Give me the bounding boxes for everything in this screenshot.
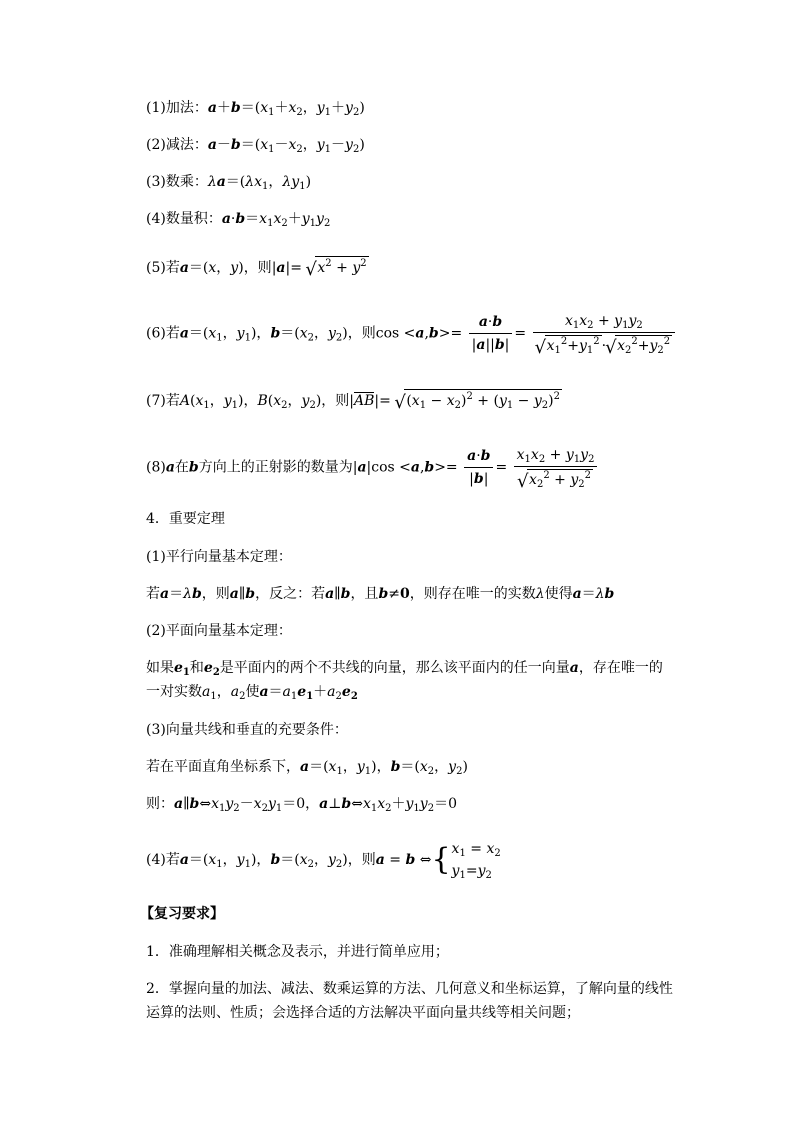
review-title: 【复习要求】 [140,906,224,922]
formula-cosine: (6)若$a=(x_1$，$y_1$)，$b=(x_2$，$y_2$)，则cos <a,b>= $\frac{a\cdot b}{|a||b|}$ = $x_1x_2 + y_1y_2$ √ $x_1^2+y_1^2$ ·√ $x_2^2+y_2^2$ [146,312,677,355]
formula-label: (8) [146,459,166,476]
theorem-body: 一对实数$a_1$，$a_2$使$a=a_1e_1+a_2e_2$ [146,684,358,702]
theorem-equality: (4)若$a=(x_1$，$y_1$)，$b=(x_2$，$y_2$)，则a = b ⇔{ $x_1 = x_2$ $y_1=y_2$ [146,841,501,881]
formula-scalar-multiply: (3)数乘：$\lambda a=(\lambda x_1$，$\lambda y_1$) [146,174,312,192]
formula-label: (5)若 [146,260,180,276]
formula-label: (6)若 [146,325,180,342]
review-item-2-line-2: 运算的法则、性质；会选择合适的方法解决平面向量共线等相关问题； [146,1005,580,1021]
review-item-2-line-1: 2．掌握向量的加法、减法、数乘运算的方法、几何意义和坐标运算，了解向量的线性 [146,981,673,997]
formula-label: (7)若 [146,393,180,409]
formula-subtraction: (2)减法：$a-b=(x_1-x_2$，$y_1-y_2$) [146,137,365,155]
theorem-body: 如果$e_1$和$e_2$是平面内的两个不共线的向量，那么该平面内的任一向量a，存在唯一的 [146,660,663,678]
formula-magnitude: (5)若a＝(x，y)，则|a|= √ $x^2 + y^2$ [146,256,369,278]
formula-addition: (1)加法：$a+b=(x_1+x_2$，$y_1+y_2$) [146,100,365,118]
theorem-title: (2)平面向量基本定理： [146,623,292,639]
theorem-body: 则：$a\parallel b\Leftrightarrow x_1y_2-x_2y_1=0$，$a\perp b\Leftrightarrow x_1x_2+y_1y_2=0$ [146,796,458,814]
formula-label: (4)数量积： [146,211,222,227]
theorem-body: 若在平面直角坐标系下，$a=(x_1$，$y_1$)，$b=(x_2$，$y_2$) [146,759,468,777]
review-item-1: 1．准确理解相关概念及表示，并进行简单应用； [146,944,449,960]
theorem-title: (1)平行向量基本定理： [146,549,292,565]
section-title: 4．重要定理 [146,511,225,527]
formula-distance: (7)若$A(x_1$，$y_1$)，$B(x_2$，$y_2$)，则|AB|= √ $(x_1 - x_2)^2 + (y_1 - y_2)^2$ [146,389,562,411]
theorem-title: (3)向量共线和垂直的充要条件： [146,722,348,738]
formula-label: (2)减法： [146,137,208,153]
formula-label: (1)加法： [146,100,208,116]
formula-label: (3)数乘： [146,174,208,190]
theorem-body: 若a＝λb，则a∥b，反之：若a∥b，且b≠0，则存在唯一的实数λ使得a＝λb [146,586,615,602]
formula-dot-product: (4)数量积：$a\cdot b=x_1x_2+y_1y_2$ [146,211,331,229]
formula-projection: (8)a在b方向上的正射影的数量为|a|cos <a,b>= $\frac{a\cdot b}{|b|}$ = $x_1x_2 + y_1y_2$ √ $x_2^2 + y_2^2$ [146,446,599,489]
